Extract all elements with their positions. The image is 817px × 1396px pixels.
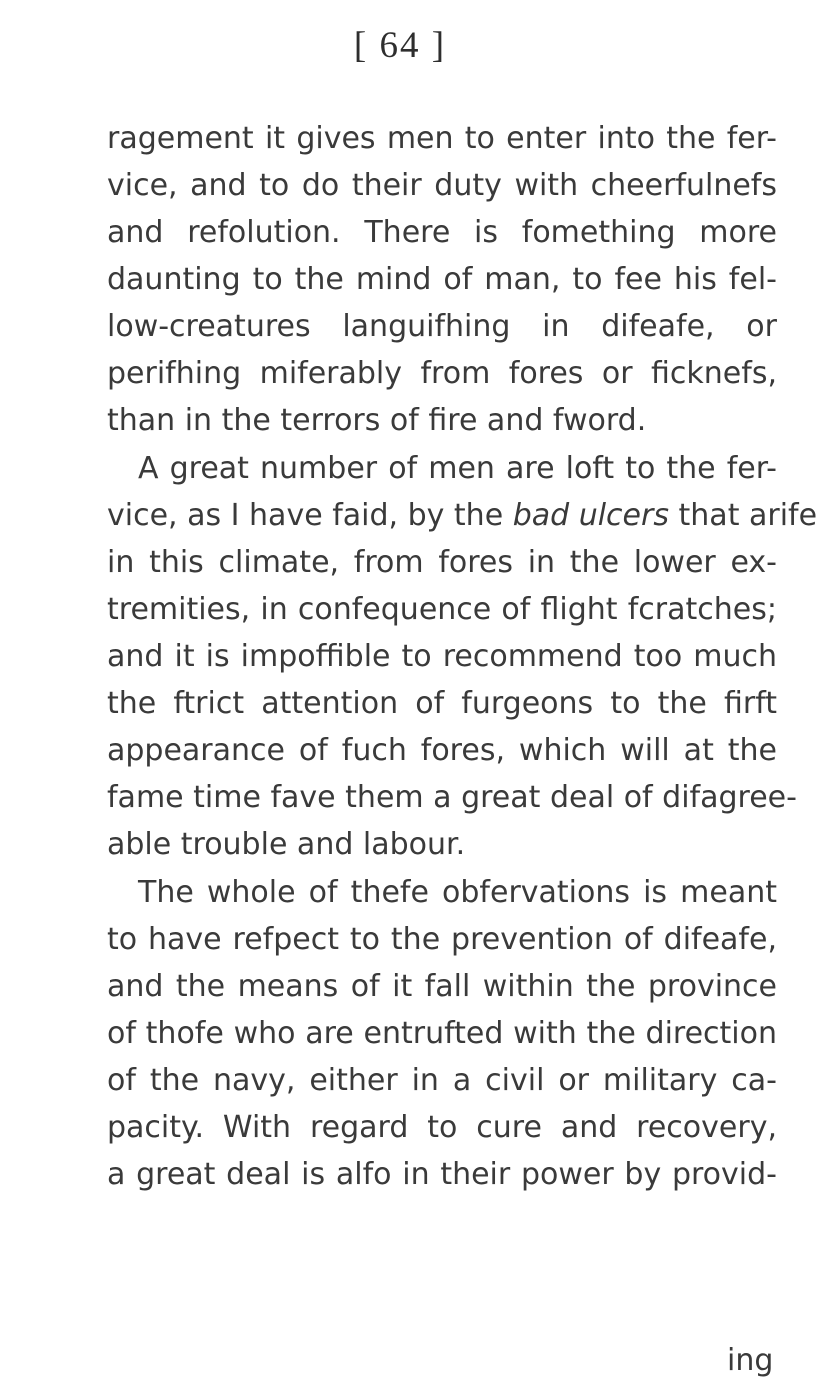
emphasis-bad-ulcers: bad ulcers bbox=[512, 498, 669, 533]
paragraph-1 bbox=[107, 115, 777, 444]
text-line: and the means of it fall within the province bbox=[107, 969, 777, 1004]
catchword: ing bbox=[727, 1343, 774, 1378]
paragraph-3 bbox=[107, 869, 777, 1198]
text-segment: that arife bbox=[678, 498, 817, 533]
text-line: of the navy, either in a civil or military ca- bbox=[107, 1063, 777, 1098]
text-line: of thofe who are entrufted with the direction bbox=[107, 1016, 777, 1051]
text-line: ragement it gives men to enter into the fer- bbox=[107, 121, 777, 156]
text-line: able trouble and labour. bbox=[107, 827, 466, 862]
text-line: appearance of fuch fores, which will at the bbox=[107, 733, 777, 768]
text-line: than in the terrors of fire and fword. bbox=[107, 403, 647, 438]
page-number: [ 64 ] bbox=[353, 25, 447, 66]
text-line: perifhing miferably from fores or ficknefs, bbox=[107, 356, 777, 391]
text-line: and refolution. There is fomething more bbox=[107, 215, 777, 250]
text-line: fame time fave them a great deal of difagree- bbox=[107, 780, 797, 815]
text-line: the ftrict attention of furgeons to the firft bbox=[107, 686, 777, 721]
text-line: in this climate, from fores in the lower ex- bbox=[107, 545, 777, 580]
text-line: vice, and to do their duty with cheerfulnefs bbox=[107, 168, 777, 203]
text-line: daunting to the mind of man, to fee his fel- bbox=[107, 262, 777, 297]
text-line: The whole of thefe obfervations is meant bbox=[138, 875, 777, 910]
text-line: and it is impoffible to recommend too much bbox=[107, 639, 777, 674]
text-line: A great number of men are loft to the fer- bbox=[138, 451, 777, 486]
text-line: to have refpect to the prevention of difeafe, bbox=[107, 922, 777, 957]
text-line: pacity. With regard to cure and recovery, bbox=[107, 1110, 777, 1145]
text-line: low-creatures languifhing in difeafe, or bbox=[107, 309, 777, 344]
text-line: tremities, in confequence of flight fcratches; bbox=[107, 592, 777, 627]
text-segment: vice, as I have faid, by the bbox=[107, 498, 504, 533]
text-line-with-emphasis bbox=[107, 492, 817, 539]
paragraph-2 bbox=[107, 445, 817, 868]
text-line: a great deal is alfo in their power by provid- bbox=[107, 1157, 777, 1192]
